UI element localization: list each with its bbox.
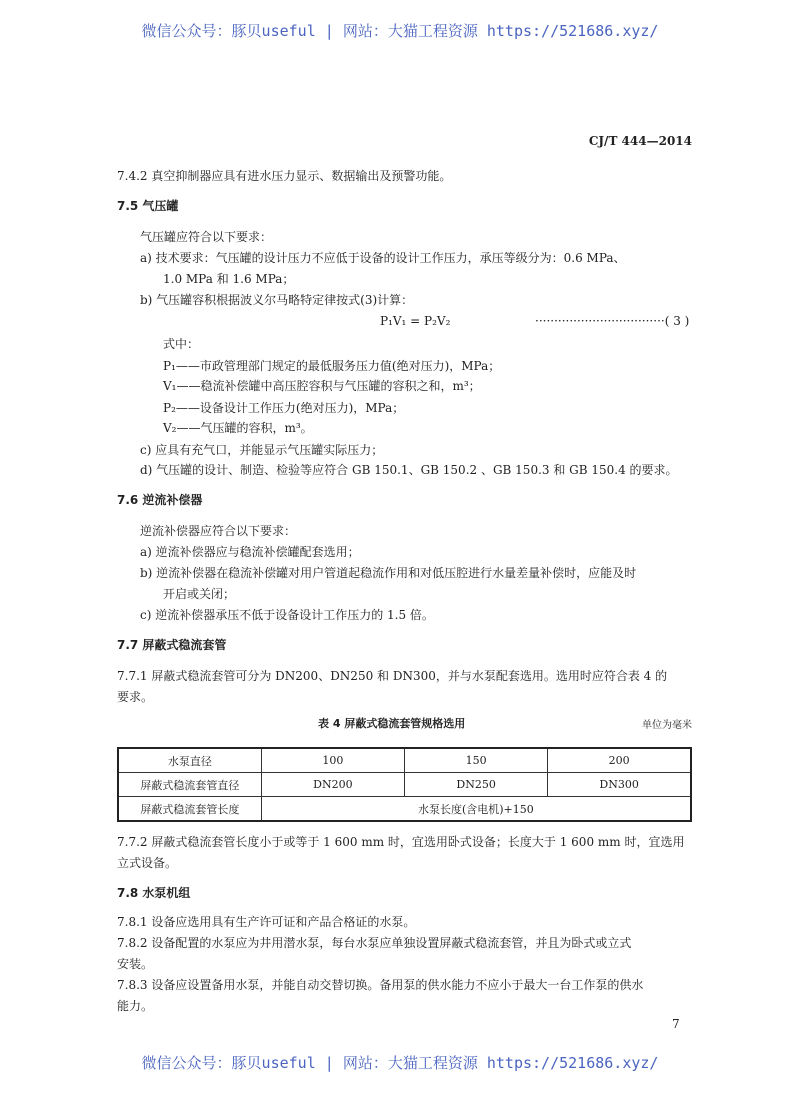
- text-line: P₁——市政管理部门规定的最低服务压力值(绝对压力)，MPa；: [163, 359, 501, 373]
- text-line: 7.4.2 真空抑制器应具有进水压力显示、数据输出及预警功能。: [117, 169, 452, 183]
- watermark-bottom: 微信公众号：豚贝useful | 网站：大猫工程资源 https://521686.xyz/: [141, 1054, 659, 1072]
- text-line: 能力。: [117, 999, 154, 1013]
- text-line: 7.8.3 设备应设置备用水泵，并能自动交替切换。备用泵的供水能力不应小于最大一台工作泵的供水: [117, 978, 644, 992]
- text-line: 7.7.2 屏蔽式稳流套管长度小于或等于 1 600 mm 时，宜选用卧式设备；长度大于 1 600 mm 时，宜选用: [117, 835, 685, 849]
- table-caption: 表 4 屏蔽式稳流套管规格选用: [318, 717, 466, 730]
- text-line: 7.8.1 设备应选用具有生产许可证和产品合格证的水泵。: [117, 915, 416, 929]
- text-line: 安装。: [117, 957, 154, 971]
- table-cell: 屏蔽式稳流套管长度: [118, 797, 261, 822]
- watermark-top: 微信公众号：豚贝useful | 网站：大猫工程资源 https://521686.xyz/: [141, 22, 659, 40]
- table-row: [118, 748, 691, 773]
- text-line: a) 技术要求：气压罐的设计压力不应低于设备的设计工作压力，承压等级分为：0.6 MPa、: [140, 251, 626, 265]
- table-cell: DN300: [548, 773, 691, 797]
- text-line: P₂——设备设计工作压力(绝对压力)，MPa；: [163, 401, 405, 415]
- text-line: ··································( 3 ): [535, 314, 690, 328]
- table-cell: 100: [261, 748, 404, 773]
- table-cell: 150: [405, 748, 548, 773]
- text-line: b) 逆流补偿器在稳流补偿罐对用户管道起稳流作用和对低压腔进行水量差量补偿时，应能及时: [140, 566, 637, 580]
- text-line: a) 逆流补偿器应与稳流补偿罐配套选用；: [140, 545, 360, 559]
- text-line: c) 逆流补偿器承压不低于设备设计工作压力的 1.5 倍。: [140, 608, 434, 622]
- text-line: 立式设备。: [117, 856, 178, 870]
- text-line: d) 气压罐的设计、制造、检验等应符合 GB 150.1、GB 150.2 、GB 150.3 和 GB 150.4 的要求。: [140, 463, 678, 477]
- text-line: c) 应具有充气口，并能显示气压罐实际压力；: [140, 443, 384, 457]
- table-row: [118, 773, 691, 797]
- standard-code-header: CJ/T 444—2014: [588, 134, 692, 148]
- section-heading: 7.5 气压罐: [117, 199, 179, 213]
- table-cell: 水泵直径: [118, 748, 261, 773]
- text-line: V₁——稳流补偿罐中高压腔容积与气压罐的容积之和，m³；: [163, 379, 481, 393]
- section-heading: 7.7 屏蔽式稳流套管: [117, 638, 227, 652]
- text-line: 1.0 MPa 和 1.6 MPa；: [163, 272, 295, 286]
- text-line: 气压罐应符合以下要求：: [140, 230, 273, 244]
- table-cell: 屏蔽式稳流套管直径: [118, 773, 261, 797]
- text-line: 7.8.2 设备配置的水泵应为井用潜水泵，每台水泵应单独设置屏蔽式稳流套管，并且为卧式或立式: [117, 936, 632, 950]
- table-cell: 水泵长度(含电机)+150: [261, 797, 691, 822]
- text-line: P₁V₁ = P₂V₂: [380, 314, 451, 328]
- text-line: 式中：: [163, 337, 200, 351]
- table-cell: DN200: [261, 773, 404, 797]
- text-line: 逆流补偿器应符合以下要求：: [140, 524, 297, 538]
- section-heading: 7.6 逆流补偿器: [117, 493, 203, 507]
- text-line: 要求。: [117, 690, 154, 704]
- table-cell: 200: [548, 748, 691, 773]
- page-number: 7: [672, 1017, 680, 1031]
- text-line: b) 气压罐容积根据波义尔马略特定律按式(3)计算：: [140, 293, 414, 307]
- section-heading: 7.8 水泵机组: [117, 886, 191, 900]
- text-line: 开启或关闭；: [163, 587, 236, 601]
- table-unit: 单位为毫米: [642, 720, 692, 731]
- text-line: 7.7.1 屏蔽式稳流套管可分为 DN200、DN250 和 DN300，并与水泵配套选用。选用时应符合表 4 的: [117, 669, 668, 683]
- table-row: [118, 797, 691, 822]
- text-line: V₂——气压罐的容积，m³。: [163, 421, 313, 435]
- spec-table: [117, 747, 692, 822]
- table-cell: DN250: [405, 773, 548, 797]
